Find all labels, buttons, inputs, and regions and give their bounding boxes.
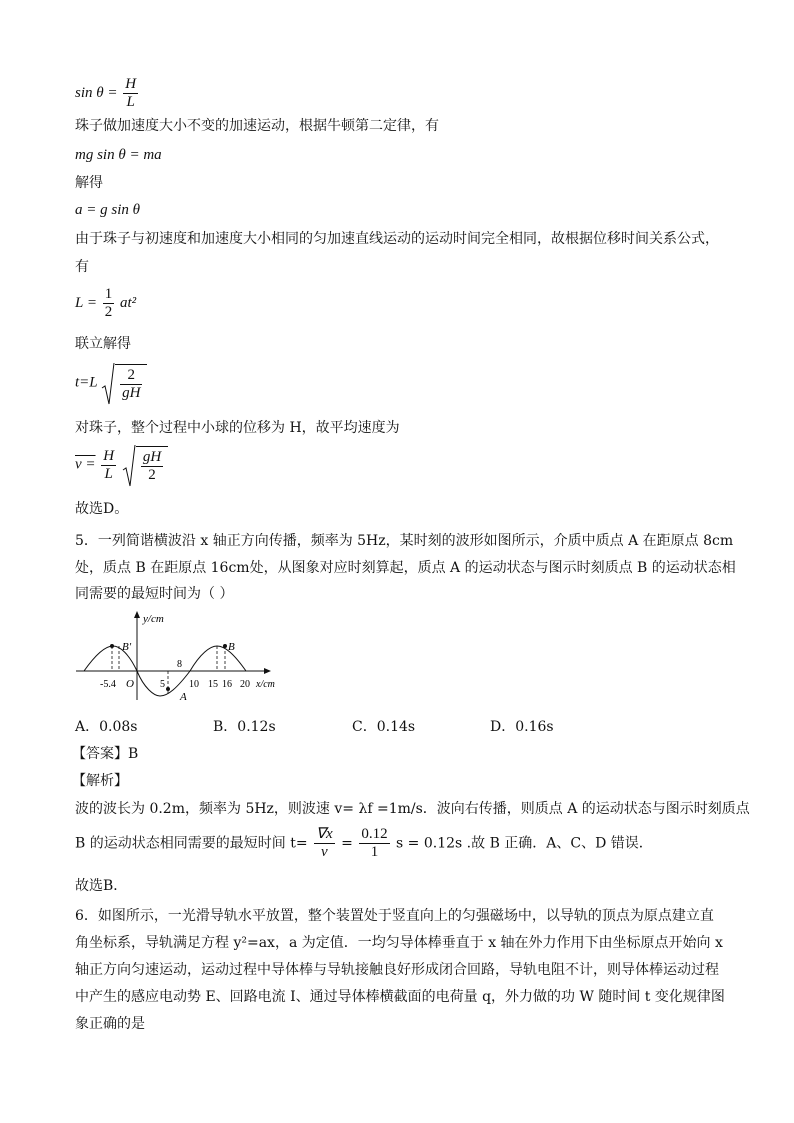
denominator: L xyxy=(104,465,113,482)
numerator: 2 xyxy=(120,367,142,385)
square-root xyxy=(122,446,168,484)
denominator: 2 xyxy=(148,467,156,483)
fraction-dx-v xyxy=(314,826,335,861)
text-newton-law: 珠子做加速度大小不变的加速运动，根据牛顿第二定律，有 xyxy=(75,118,439,134)
text-have: 有 xyxy=(75,259,89,275)
option-b: B．0.12s xyxy=(213,719,276,735)
equation-displacement xyxy=(75,286,136,321)
label-b: B xyxy=(228,641,235,653)
tick-neg5-4: -5.4 xyxy=(100,679,116,690)
eq-lhs: L = xyxy=(75,294,97,311)
numerator: gH xyxy=(142,449,162,465)
denominator: L xyxy=(126,94,135,110)
fraction xyxy=(120,367,142,402)
equation-avg-velocity xyxy=(75,446,168,484)
point-b xyxy=(223,644,227,648)
label-b-prime: B′ xyxy=(122,641,132,653)
text-same-time: 由于珠子与初速度和加速度大小相同的匀加速直线运动的运动时间完全相同，故根据位移时间关系公式， xyxy=(75,231,719,247)
tick-15: 15 xyxy=(208,679,218,690)
tick-8: 8 xyxy=(177,659,182,670)
eq-lhs: t=L xyxy=(75,374,98,391)
fraction xyxy=(101,448,116,483)
numerator: ∇x xyxy=(316,826,333,842)
q5-conclusion: 故选B． xyxy=(75,878,128,894)
square-root xyxy=(101,364,147,402)
q6-stem-line5: 象正确的是 xyxy=(75,1016,145,1032)
numerator: 0.12 xyxy=(361,826,388,842)
tick-10: 10 xyxy=(189,679,199,690)
analysis-text: B 的运动状态相同需要的最短时间 t= xyxy=(75,835,308,852)
q6-stem-line1: 6．如图所示，一光滑导轨水平放置，整个装置处于竖直向上的匀强磁场中，以导轨的顶点为原点建立直 xyxy=(75,908,714,924)
fraction xyxy=(103,286,115,321)
equation-newton: mg sin θ = ma xyxy=(75,147,162,163)
option-c: C．0.14s xyxy=(352,719,416,735)
numerator: H xyxy=(125,76,137,92)
text-combine: 联立解得 xyxy=(75,336,131,352)
fraction xyxy=(123,76,138,111)
point-a xyxy=(166,687,170,691)
q5-analysis-line1: 波的波长为 0.2m，频率为 5Hz，则波速 v= λf =1m/s．波向右传播，则质点 A 的运动状态与图示时刻质点 xyxy=(75,801,750,817)
x-axis-arrow xyxy=(264,668,271,674)
q5-stem-line3: 同需要的最短时间为（ ） xyxy=(75,586,234,602)
fraction xyxy=(141,449,163,484)
y-axis-label: y/cm xyxy=(143,613,164,625)
point-b-prime xyxy=(110,644,114,648)
wave-figure xyxy=(76,608,286,704)
denominator: v xyxy=(321,844,328,860)
text-choose-d: 故选D。 xyxy=(75,501,129,517)
q5-stem-line1: 5．一列简谐横波沿 x 轴正方向传播，频率为 5Hz，某时刻的波形如图所示，介质中质点 A 在距原点 8cm xyxy=(75,533,734,549)
q6-stem-line2: 角坐标系，导轨满足方程 y²=ax，a 为定值．一均匀导体棒垂直于 x 轴在外力作用下由坐标原点开始向 x xyxy=(75,935,723,951)
option-d: D．0.16s xyxy=(490,719,554,735)
tick-20: 20 xyxy=(240,679,250,690)
label-a: A xyxy=(180,691,187,703)
q5-analysis-line2 xyxy=(75,826,653,861)
eq-lhs: sin θ = xyxy=(75,84,118,101)
q5-answer: 【答案】B xyxy=(72,746,139,762)
q6-stem-line4: 中产生的感应电动势 E、回路电流 I、通过导体棒横截面的电荷量 q，外力做的功 W 随时间 t 变化规律图 xyxy=(75,989,725,1005)
text-avg-velocity: 对珠子，整个过程中小球的位移为 H，故平均速度为 xyxy=(75,420,400,436)
denominator: 2 xyxy=(104,304,113,320)
eq-rhs: at² xyxy=(119,294,137,311)
equals-sign: = xyxy=(341,835,353,852)
numerator: H xyxy=(103,447,115,464)
origin-label: O xyxy=(126,678,134,690)
tick-16: 16 xyxy=(222,679,232,690)
analysis-text: s = 0.12s .故 B 正确．A、C、D 错误． xyxy=(396,835,653,852)
y-axis-arrow xyxy=(134,611,140,618)
x-axis-label: x/cm xyxy=(256,679,275,690)
q6-stem-line3: 轴正方向匀速运动，运动过程中导体棒与导轨接触良好形成闭合回路，导轨电阻不计，则导体棒运动过程 xyxy=(75,962,719,978)
numerator: 1 xyxy=(104,286,113,302)
q5-stem-line2: 处，质点 B 在距原点 16cm处，从图象对应时刻算起，质点 A 的运动状态与图示时刻质点 B 的运动状态相 xyxy=(75,560,736,576)
option-a: A．0.08s xyxy=(75,719,138,735)
fraction-numeric xyxy=(359,826,389,861)
equation-sin-theta xyxy=(75,76,140,111)
denominator: gH xyxy=(122,385,141,401)
eq-lhs: v = xyxy=(75,456,96,473)
denominator: 1 xyxy=(370,844,379,860)
equation-acceleration: a = g sin θ xyxy=(75,202,140,218)
text-solve: 解得 xyxy=(75,175,103,191)
q5-analysis-title: 【解析】 xyxy=(72,773,128,789)
equation-time xyxy=(75,364,147,402)
tick-5: 5 xyxy=(160,679,165,690)
